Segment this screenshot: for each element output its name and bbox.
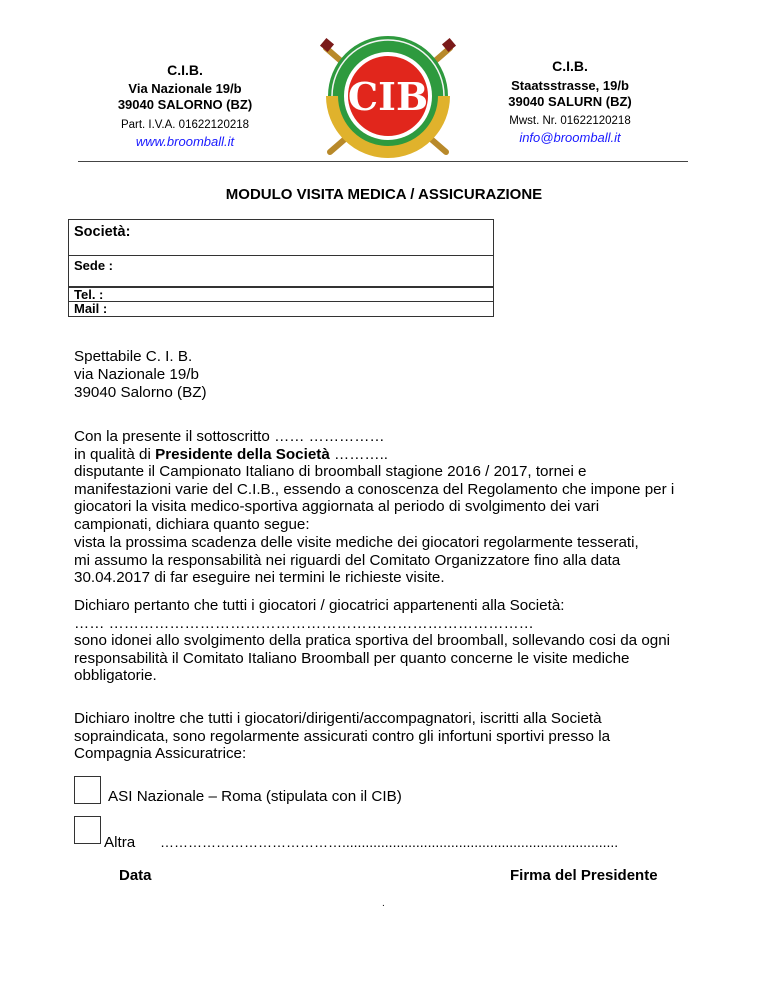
header-left-address2: 39040 SALORNO (BZ) (117, 97, 253, 112)
cib-logo (318, 30, 458, 160)
paragraph-line: responsabilità il Comitato Italiano Broomball per quanto concerne le visite mediche (74, 649, 630, 667)
header-right-email-link[interactable]: info@broomball.it (519, 130, 621, 145)
recipient-line: Spettabile C. I. B. (74, 348, 193, 365)
declaration-paragraph-3 (74, 597, 704, 685)
footer-dot: . (382, 898, 385, 909)
role-line (74, 446, 714, 464)
date-label: Data (119, 867, 152, 884)
paragraph-line: disputante il Campionato Italiano di broomball stagione 2016 / 2017, tornei e (74, 463, 587, 480)
altra-option-label: Altra (104, 834, 136, 851)
paragraph-line: giocatori la visita medico-sportiva aggiornata al periodo di svolgimento dei vari (74, 498, 600, 515)
page-title: MODULO VISITA MEDICA / ASSICURAZIONE (225, 186, 543, 203)
paragraph-line: sono idonei allo svolgimento della pratica sportiva del broomball, sollevando cosi da ogni (74, 632, 671, 649)
paragraph-line: campionati, dichiara quanto segue: (74, 515, 310, 533)
role-bold: Presidente della Società (155, 445, 330, 463)
mail-label: Mail : (74, 301, 108, 316)
declaration-paragraph-2 (74, 534, 704, 587)
sede-field[interactable] (68, 255, 494, 287)
altra-fill-line[interactable]: …………………………………....................................................................... (160, 834, 619, 850)
asi-option-label: ASI Nazionale – Roma (stipulata con il CIB) (108, 788, 402, 805)
tel-label: Tel. : (74, 287, 104, 302)
societa-field[interactable] (68, 219, 494, 256)
recipient-address (74, 348, 704, 402)
header-left-vat: Part. I.V.A. 01622120218 (120, 119, 250, 131)
paragraph-line: sopraindicata, sono regolarmente assicurati contro gli infortuni sportivi presso la (74, 727, 611, 745)
asi-checkbox[interactable] (74, 776, 101, 804)
header-divider (78, 161, 688, 162)
header-right-address1: Staatsstrasse, 19/b (511, 78, 629, 93)
header-left-address1: Via Nazionale 19/b (128, 81, 242, 96)
role-suffix: ……….. (329, 445, 389, 463)
sede-label: Sede : (74, 258, 114, 273)
header-right-vat: Mwst. Nr. 01622120218 (509, 115, 631, 127)
paragraph-line: Dichiaro inoltre che tutti i giocatori/dirigenti/accompagnatori, iscritti alla Società (74, 710, 602, 727)
cib-logo-graphic (318, 30, 458, 160)
societa-label: Società: (74, 224, 131, 240)
paragraph-line: mi assumo la responsabilità nei riguardi del Comitato Organizzatore fino alla data (74, 551, 621, 569)
header-right-title: C.I.B. (552, 58, 588, 74)
role-prefix: in qualità di (74, 445, 156, 463)
header-right (490, 58, 650, 147)
declaration-paragraph-1 (74, 428, 714, 533)
declaration-paragraph-4 (74, 710, 704, 763)
paragraph-line: obbligatorie. (74, 667, 157, 684)
altra-checkbox[interactable] (74, 816, 101, 844)
signature-label: Firma del Presidente (510, 867, 658, 884)
paragraph-line: …… ………………………………………………………………………… (74, 614, 534, 632)
paragraph-line: manifestazioni varie del C.I.B., essendo a conoscenza del Regolamento che impone per i (74, 480, 675, 498)
mail-field[interactable] (68, 301, 494, 317)
logo-initials: CIB (347, 74, 429, 119)
paragraph-line: vista la prossima scadenza delle visite mediche dei giocatori regolarmente tesserati, (74, 534, 639, 551)
header-right-address2: 39040 SALURN (BZ) (508, 94, 632, 109)
header-left-website-link[interactable]: www.broomball.it (135, 134, 235, 149)
paragraph-line: Dichiaro pertanto che tutti i giocatori / giocatrici appartenenti alla Società: (74, 597, 565, 614)
recipient-line: 39040 Salorno (BZ) (74, 384, 207, 401)
undersigned-line: Con la presente il sottoscritto …… …………… (74, 428, 385, 445)
tel-field[interactable] (68, 287, 494, 302)
header-left-title: C.I.B. (167, 62, 203, 78)
header-left (95, 62, 275, 151)
paragraph-line: Compagnia Assicuratrice: (74, 745, 247, 762)
paragraph-line: 30.04.2017 di far eseguire nei termini le richieste visite. (74, 569, 445, 586)
recipient-line: via Nazionale 19/b (74, 366, 199, 383)
